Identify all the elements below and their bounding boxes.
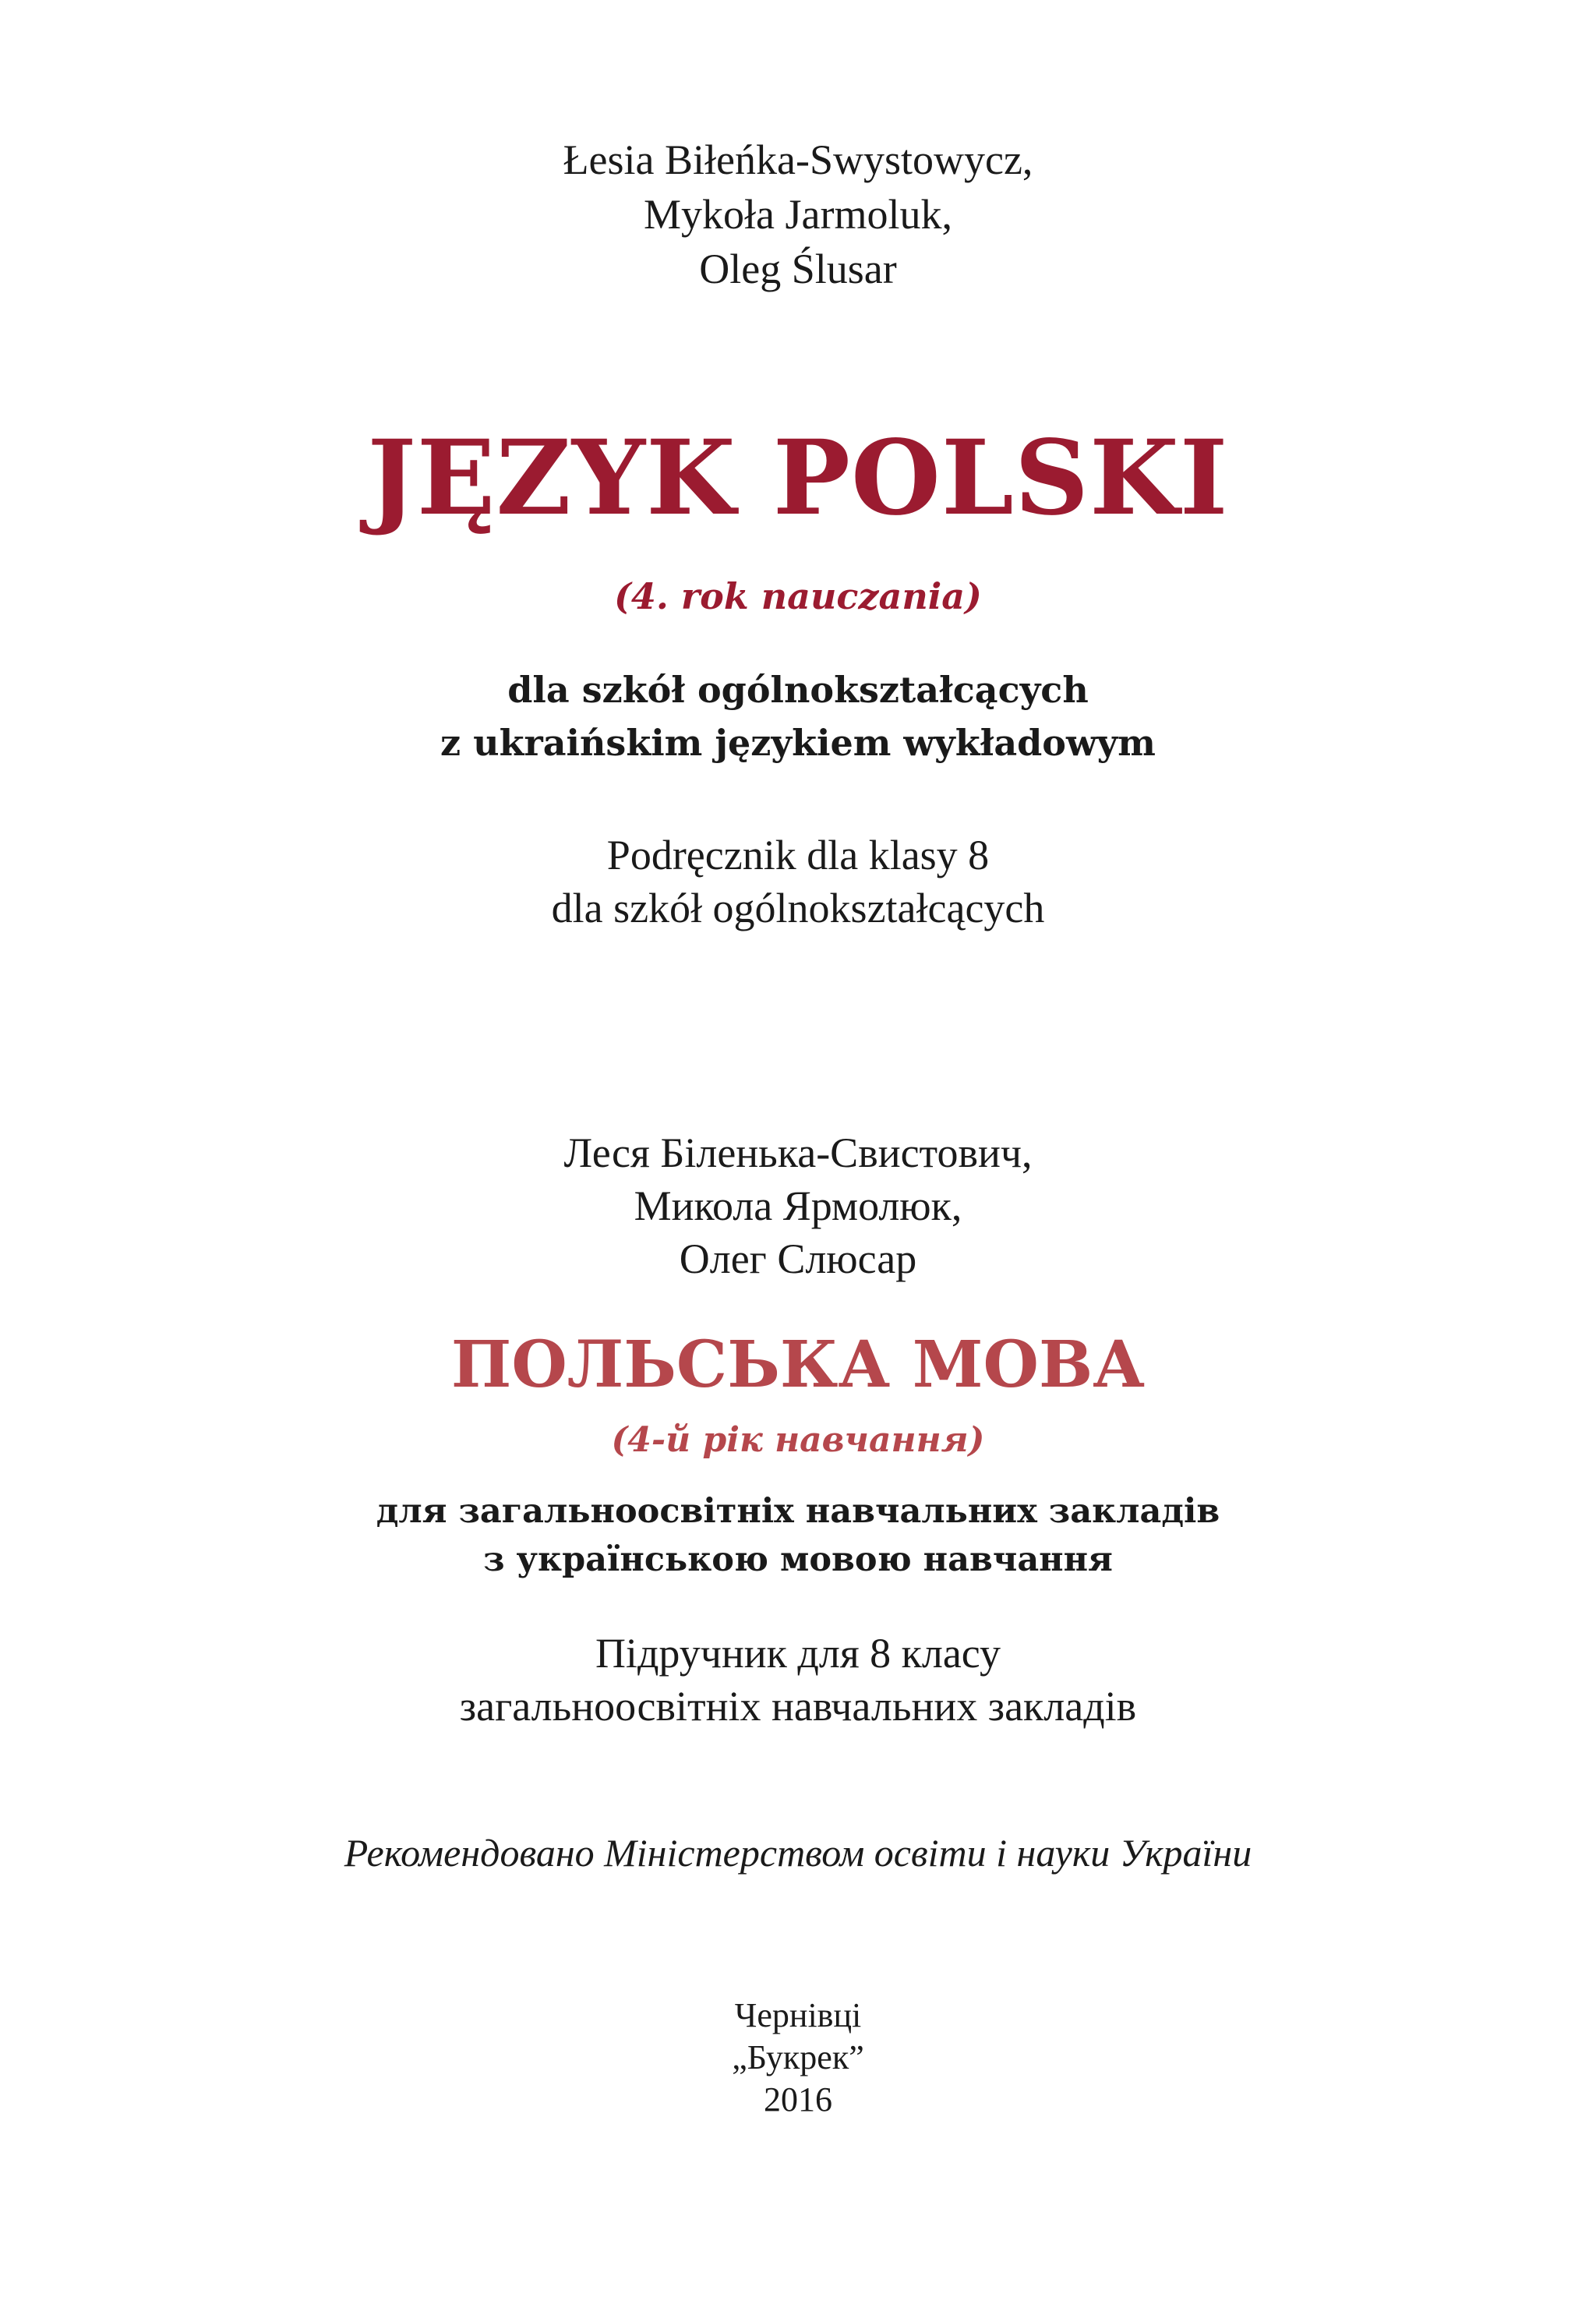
ukrainian-author-1: Леся Біленька-Свистович, <box>563 1129 1033 1176</box>
polish-textbook-1: Podręcznik dla klasy 8 <box>606 832 990 878</box>
ukrainian-textbook-1: Підручник для 8 класу <box>595 1630 1001 1677</box>
ukrainian-audience-2: з українською мовою навчання <box>483 1540 1113 1579</box>
polish-author-2: Mykoła Jarmoluk, <box>644 191 952 238</box>
imprint-publisher: „Букрек” <box>732 2038 864 2076</box>
ukrainian-author-3: Олег Слюсар <box>679 1235 917 1282</box>
ukrainian-author-2: Микола Ярмолюк, <box>634 1182 962 1229</box>
polish-author-1: Łesia Biłeńka-Swystowycz, <box>563 136 1033 183</box>
ukrainian-textbook-2: загальноосвітніх навчальних закладів <box>459 1683 1137 1730</box>
ukrainian-year-note: (4-й рік навчання) <box>611 1420 985 1460</box>
polish-textbook-2: dla szkół ogólnokształcących <box>551 885 1045 931</box>
ukrainian-audience-1: для загальноосвітніх навчальних закладів <box>376 1492 1220 1531</box>
polish-audience-2: z ukraińskim językiem wykładowym <box>440 722 1156 764</box>
imprint-year: 2016 <box>764 2080 832 2119</box>
polish-title: JĘZYK POLSKI <box>367 418 1229 539</box>
ukrainian-title: ПОЛЬСЬКА МОВА <box>450 1327 1146 1402</box>
polish-author-3: Oleg Ślusar <box>699 246 897 292</box>
polish-year-note: (4. rok nauczania) <box>614 575 982 617</box>
polish-audience-1: dla szkół ogólnokształcących <box>507 669 1089 711</box>
recommendation: Рекомендовано Міністерством освіти і науки України <box>344 1831 1252 1875</box>
imprint-city: Чернівці <box>734 1996 862 2034</box>
